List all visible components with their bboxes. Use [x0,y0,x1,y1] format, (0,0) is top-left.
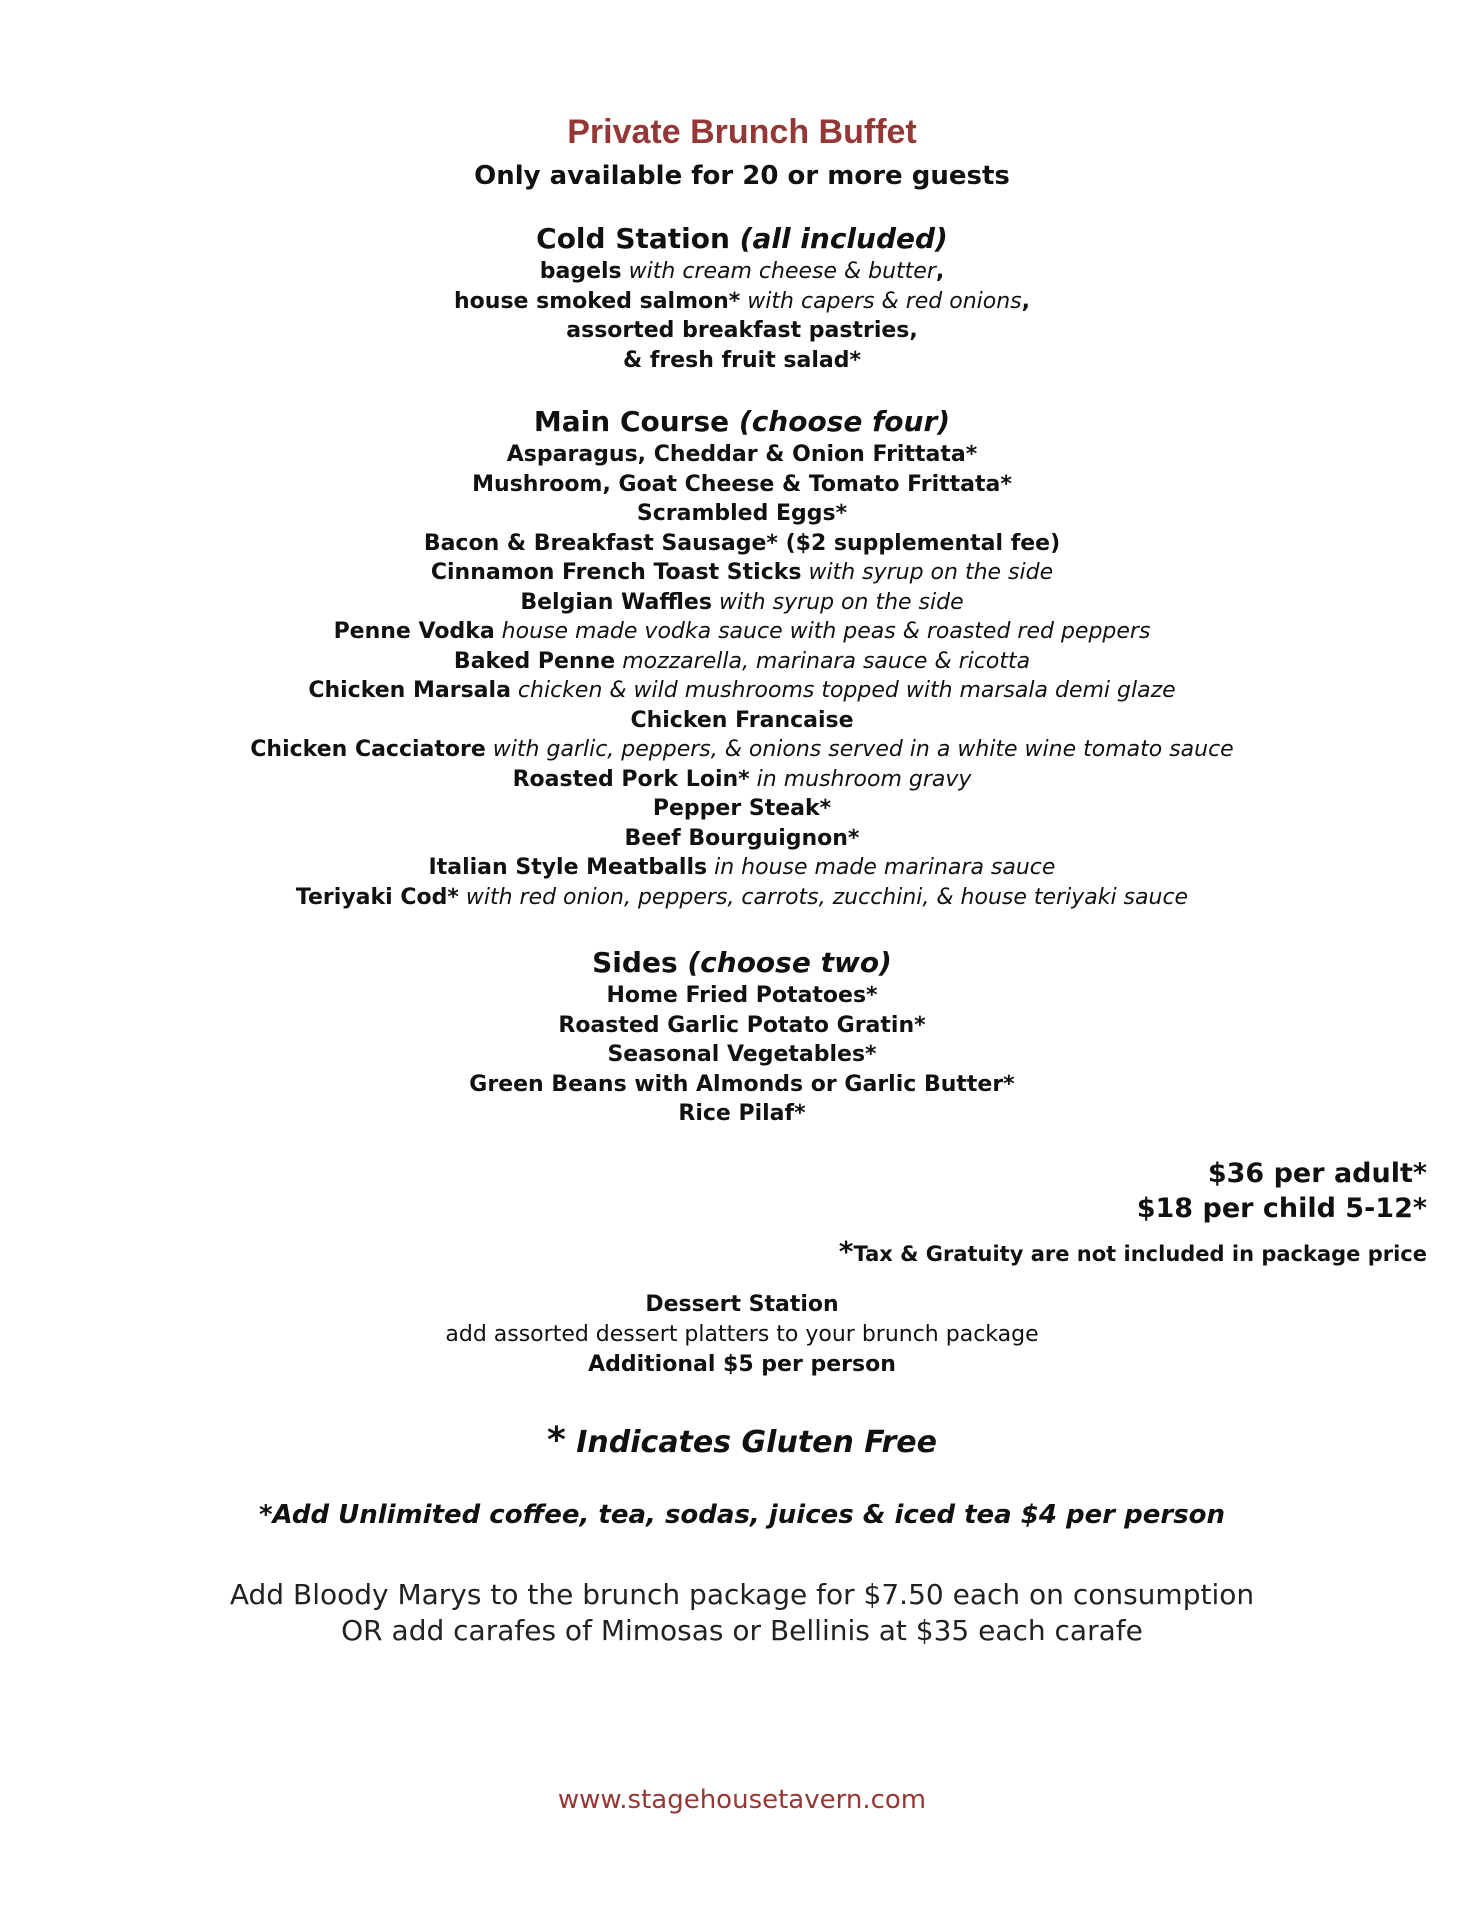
alcohol-line-2: OR add carafes of Mimosas or Bellinis at $35 each carafe [341,1614,1143,1647]
dessert-price: Additional $5 per person [588,1352,896,1377]
price-note-text: Tax & Gratuity are not included in package price [853,1242,1427,1266]
main-course-heading [0,405,1484,439]
list-item: Bacon & Breakfast Sausage* ($2 supplemental fee) [423,530,1061,556]
list-item: Seasonal Vegetables* [607,1042,877,1067]
list-item: Penne Vodka house made vodka sauce with peas & roasted red peppers [333,619,1151,644]
price-child: $18 per child 5-12* [1136,1193,1427,1224]
main-course-heading-text: Main Course [533,405,730,438]
cold-station-heading-text: Cold Station [536,222,730,255]
list-item: Green Beans with Almonds or Garlic Butter* [469,1071,1015,1097]
sides-heading-note: (choose two) [687,946,892,979]
sides-heading [0,946,1484,980]
list-item: Belgian Waffles with syrup on the side [520,589,964,615]
list-item: Mushroom, Goat Cheese & Tomato Frittata* [472,471,1012,497]
gluten-free-star: * [546,1420,566,1461]
list-item: bagels with cream cheese & butter, [539,259,945,284]
list-item: Baked Penne mozzarella, marinara sauce & ricotta [453,648,1031,674]
list-item: Italian Style Meatballs in house made marinara sauce [428,855,1056,880]
main-course-list [0,440,1484,912]
list-item: Rice Pilaf* [678,1101,806,1126]
dessert-title: Dessert Station [645,1292,839,1317]
gluten-free-text: Indicates Gluten Free [565,1425,937,1460]
cold-station-list [0,257,1484,375]
page-title: Private Brunch Buffet [567,113,917,151]
cold-station-heading [0,222,1484,256]
page-subtitle: Only available for 20 or more guests [474,161,1010,191]
list-item: Scrambled Eggs* [636,501,848,526]
list-item: Chicken Cacciatore with garlic, peppers, & onions served in a white wine tomato sauce [250,737,1234,762]
main-course-heading-note: (choose four) [738,405,951,438]
list-item: assorted breakfast pastries, [566,318,918,343]
cold-station-heading-note: (all included) [739,222,948,255]
list-item: Chicken Francaise [630,707,854,733]
dessert-description: add assorted dessert platters to your brunch package [445,1322,1039,1347]
sides-list [0,981,1484,1129]
price-adult: $36 per adult* [1207,1158,1427,1189]
list-item: house smoked salmon* with capers & red onions, [454,288,1030,314]
list-item: Cinnamon French Toast Sticks with syrup on the side [430,560,1054,585]
list-item: & fresh fruit salad* [623,347,861,373]
sides-heading-text: Sides [592,946,678,979]
footer-website-link[interactable]: www.stagehousetavern.com [557,1785,927,1815]
price-note [839,1235,1427,1268]
beverage-addon: *Add Unlimited coffee, tea, sodas, juices & iced tea $4 per person [258,1500,1226,1530]
list-item: Roasted Pork Loin* in mushroom gravy [512,766,972,792]
list-item: Asparagus, Cheddar & Onion Frittata* [506,442,978,467]
list-item: Chicken Marsala chicken & wild mushrooms topped with marsala demi glaze [308,678,1176,703]
list-item: Beef Bourguignon* [624,825,860,851]
list-item: Roasted Garlic Potato Gratin* [558,1012,926,1038]
alcohol-addon [0,1577,1484,1649]
gluten-free-note [0,1420,1484,1461]
list-item: Home Fried Potatoes* [606,983,878,1008]
price-note-star: * [838,1235,854,1268]
list-item: Pepper Steak* [652,796,832,821]
alcohol-line-1: Add Bloody Marys to the brunch package for $7.50 each on consumption [229,1578,1255,1611]
list-item: Teriyaki Cod* with red onion, peppers, carrots, zucchini, & house teriyaki sauce [295,884,1189,910]
